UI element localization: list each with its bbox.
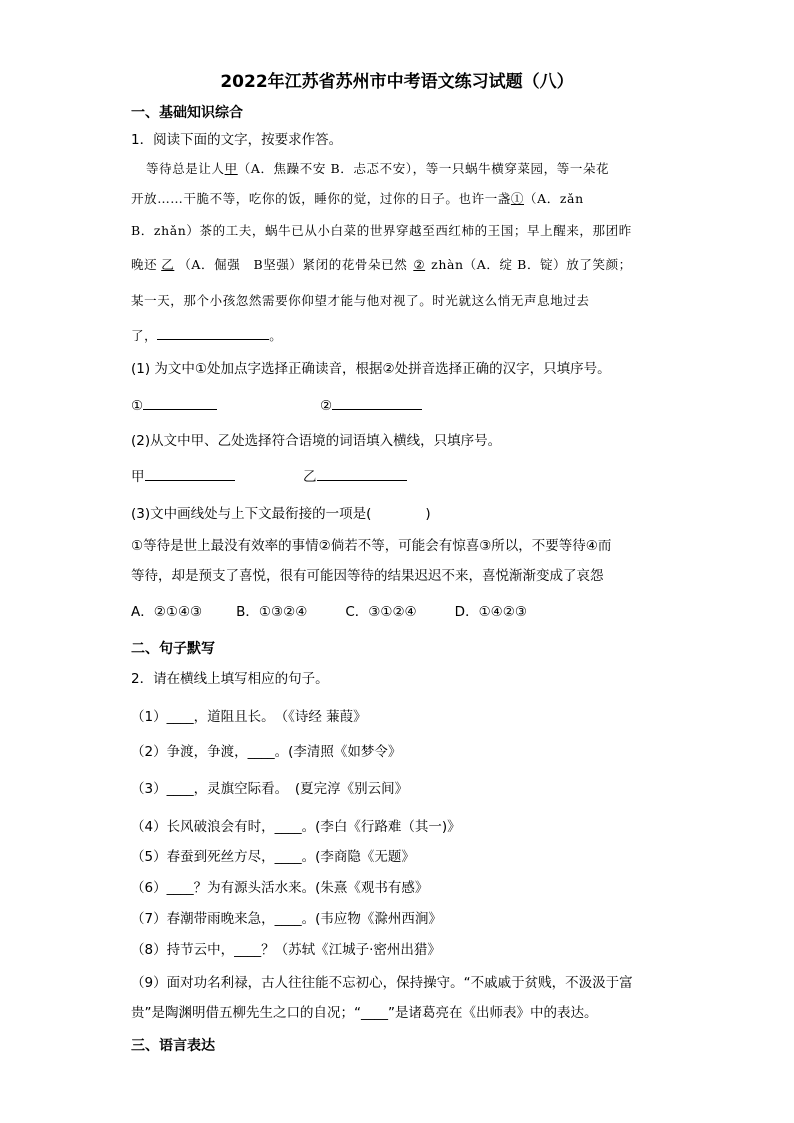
recitation-item-1: （1）____，道阻且长。 （《诗经 蒹葭》: [131, 709, 367, 725]
section-heading-1: 一、基础知识综合: [131, 105, 243, 121]
answer-blank[interactable]: [145, 467, 235, 481]
passage-line-1: [146, 160, 609, 178]
answer-blank[interactable]: [332, 396, 422, 410]
answer-label: 甲: [131, 469, 145, 485]
recitation-item-7: （7）春潮带雨晚来急，____。(韦应物《滁州西涧》: [131, 911, 442, 927]
passage-text: （A．焦躁不安 B．忐忑不安），等一只蜗牛横穿菜园，等一朵花: [237, 161, 610, 176]
passage-line-2: [131, 190, 584, 208]
passage-text: 。: [269, 328, 283, 343]
question-1-stem: 1．阅读下面的文字，按要求作答。: [131, 132, 343, 148]
blank-jia: 甲: [224, 161, 238, 176]
sentence-options-line-2: 等待，却是预支了喜悦，很有可能因等待的结果迟迟不来，喜悦渐渐变成了哀怨: [131, 568, 604, 584]
blank-two: ②: [413, 257, 426, 272]
passage-text: 晚还: [131, 257, 158, 272]
page-title: 2022年江苏省苏州市中考语文练习试题（八）: [220, 72, 574, 92]
sentence-options-line-1: ①等待是世上最没有效率的事情②倘若不等，可能会有惊喜③所以，不要等待④而: [131, 538, 612, 554]
sub-question-2: (2)从文中甲、乙处选择符合语境的词语填入横线，只填序号。: [131, 433, 502, 449]
section-heading-3: 三、语言表达: [131, 1038, 215, 1054]
option-b[interactable]: B．①③②④: [236, 604, 308, 620]
recitation-item-3: （3）____，灵旗空际看。 (夏完淳《别云间》: [131, 781, 409, 797]
recitation-item-5: （5）春蚕到死丝方尽，____。(李商隐《无题》: [131, 849, 415, 865]
section-heading-2: 二、句子默写: [131, 641, 215, 657]
answer-blank[interactable]: [317, 467, 407, 481]
recitation-item-4: （4）长风破浪会有时，____。(李白《行路难（其一)》: [131, 819, 461, 835]
sub-question-3: (3)文中画线处与上下文最衔接的一项是( ): [131, 506, 431, 522]
recitation-item-8: （8）持节云中，____？（苏轼《江城子·密州出猎》: [131, 942, 441, 958]
passage-text: 开放……干脆不等，吃你的饭，睡你的觉，过你的日子。也许一盏: [131, 191, 511, 206]
question-2-stem: 2．请在横线上填写相应的句子。: [131, 671, 329, 687]
passage-line-5: 某一天，那个小孩忽然需要你仰望才能与他对视了。时光就这么悄无声息地过去: [131, 293, 590, 308]
passage-text: 等待总是让人: [146, 161, 225, 176]
passage-text: 了，: [131, 328, 158, 343]
recitation-item-2: （2）争渡，争渡，____。(李清照《如梦令》: [131, 744, 402, 760]
blank-yi: 乙: [161, 257, 175, 272]
blank-one: ①: [510, 191, 525, 206]
passage-text: （A．zǎn: [524, 191, 584, 206]
answer-label: ②: [320, 398, 333, 414]
option-a[interactable]: A．②①④③: [131, 604, 203, 620]
sub-question-1: (1) 为文中①处加点字选择正确读音，根据②处拼音选择正确的汉字，只填序号。: [131, 361, 611, 377]
recitation-item-6: （6）____？为有源头活水来。(朱熹《观书有感》: [131, 880, 429, 896]
answer-label: 乙: [303, 469, 317, 485]
recitation-item-9-line-2: 贵”是陶渊明借五柳先生之口的自况；“____”是诸葛亮在《出师表》中的表达。: [131, 1005, 598, 1021]
answer-line-yi: [303, 467, 407, 486]
recitation-item-9-line-1: （9）面对功名利禄，古人往往能不忘初心，保持操守。“不戚戚于贫贱，不汲汲于富: [131, 975, 633, 991]
passage-line-4: [131, 256, 632, 274]
answer-blank[interactable]: [157, 326, 269, 340]
passage-line-3: B．zhǎn）茶的工夫，蜗牛已从小白菜的世界穿越至西红柿的王国；早上醒来，那团昨: [131, 223, 632, 238]
option-c[interactable]: C．③①②④: [345, 604, 417, 620]
passage-text: （A．倔强 B坚强）紧闭的花骨朵已然: [178, 257, 408, 272]
answer-label: ①: [131, 398, 144, 414]
answer-line-2: [320, 396, 422, 415]
answer-line-jia: [131, 467, 235, 486]
option-d[interactable]: D．①④②③: [454, 604, 527, 620]
choice-options: [131, 603, 527, 621]
passage-line-6: [131, 326, 282, 345]
answer-blank[interactable]: [143, 396, 217, 410]
passage-text: zhàn（A．绽 B．锭）放了笑颜；: [431, 257, 632, 272]
answer-line-1: [131, 396, 217, 415]
